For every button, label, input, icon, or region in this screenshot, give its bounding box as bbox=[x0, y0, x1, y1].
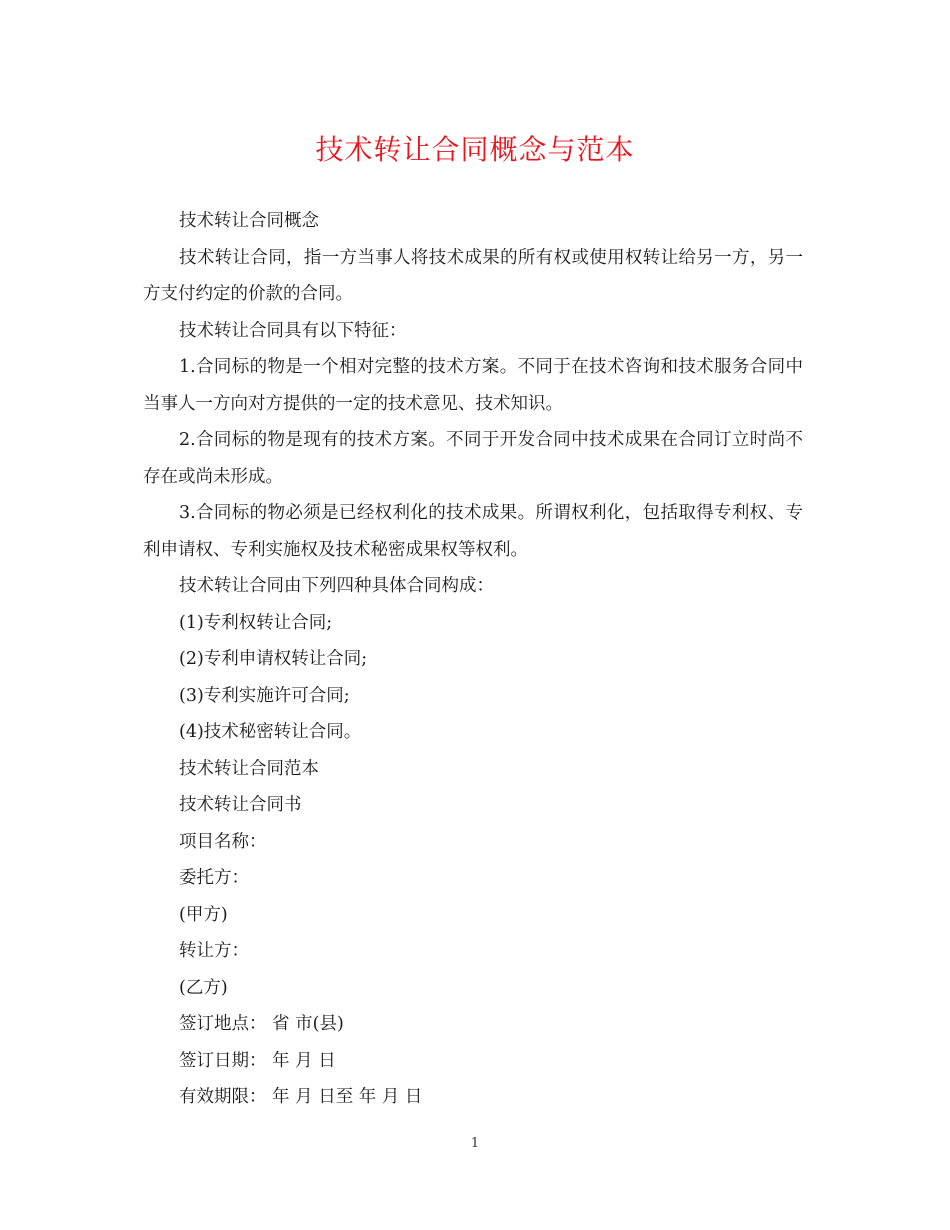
field-project-name: 项目名称： bbox=[179, 831, 267, 852]
list-item: (4)技术秘密转让合同。 bbox=[179, 722, 362, 742]
field-client: 委托方： bbox=[179, 868, 249, 888]
document-title: 技术转让合同概念与范本 bbox=[315, 133, 635, 166]
paragraph: 技术转让合同具有以下特征： bbox=[179, 320, 407, 341]
document-body bbox=[143, 203, 803, 1116]
paragraph: 2.合同标的物是现有的技术方案。不同于开发合同中技术成果在合同订立时尚不存在或尚未形成。 bbox=[143, 430, 803, 487]
paragraph: 3.合同标的物必须是已经权利化的技术成果。所谓权利化，包括取得专利权、专利申请权、专利实施权及技术秘密成果权等权利。 bbox=[143, 503, 803, 560]
field-transferor: 转让方： bbox=[179, 941, 249, 961]
field-party-a: (甲方) bbox=[179, 904, 228, 925]
field-signing-place: 签订地点： 省 市(县) bbox=[179, 1014, 344, 1034]
paragraph: 技术转让合同，指一方当事人将技术成果的所有权或使用权转让给另一方，另一方支付约定的价款的合同。 bbox=[143, 247, 803, 304]
list-item: (3)专利实施许可合同; bbox=[179, 685, 350, 706]
page-number: 1 bbox=[470, 1136, 480, 1151]
list-item: (1)专利权转让合同; bbox=[179, 612, 333, 633]
field-signing-date: 签订日期： 年 月 日 bbox=[179, 1050, 336, 1071]
list-item: (2)专利申请权转让合同; bbox=[179, 649, 368, 669]
paragraph: 技术转让合同由下列四种具体合同构成： bbox=[179, 576, 494, 596]
section-heading: 技术转让合同范本 bbox=[179, 758, 319, 779]
contract-heading: 技术转让合同书 bbox=[179, 795, 302, 815]
paragraph: 技术转让合同概念 bbox=[179, 211, 319, 231]
field-validity-period: 有效期限： 年 月 日至 年 月 日 bbox=[179, 1087, 423, 1107]
field-party-b: (乙方) bbox=[179, 977, 228, 998]
paragraph: 1.合同标的物是一个相对完整的技术方案。不同于在技术咨询和技术服务合同中当事人一方向对方提供的一定的技术意见、技术知识。 bbox=[143, 357, 803, 414]
